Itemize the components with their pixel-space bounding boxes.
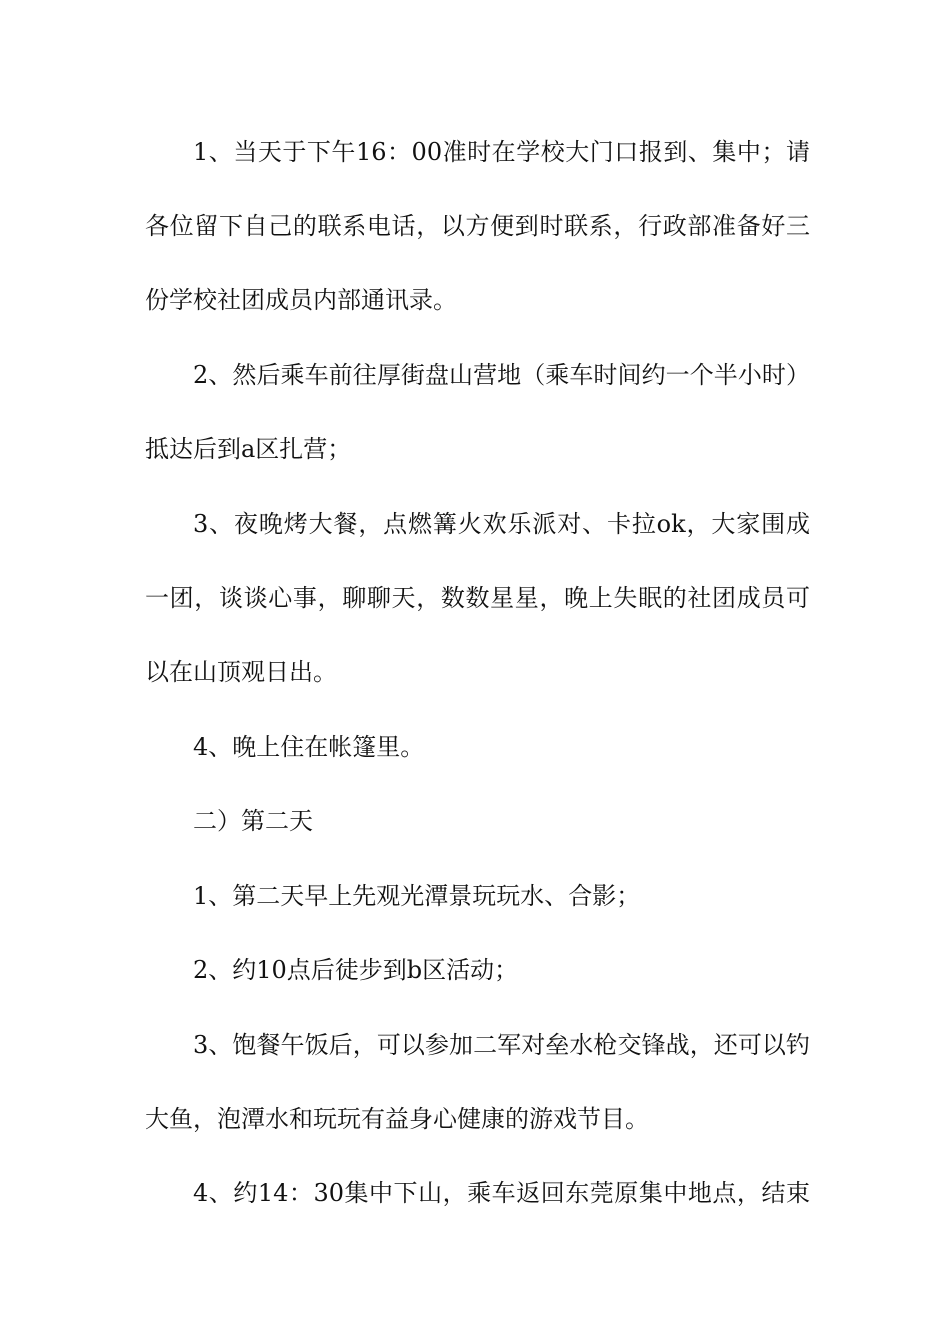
text-line: 一团，谈谈心事，聊聊天，数数星星，晚上失眠的社团成员可	[145, 584, 810, 612]
text-line: 3、饱餐午饭后，可以参加二军对垒水枪交锋战，还可以钓	[193, 1031, 810, 1059]
text-line: 以在山顶观日出。	[145, 658, 337, 686]
text-line: 大鱼，泡潭水和玩玩有益身心健康的游戏节目。	[145, 1105, 649, 1133]
text-line: 2、然后乘车前往厚街盘山营地（乘车时间约一个半小时）	[193, 361, 810, 389]
text-line: 各位留下自己的联系电话，以方便到时联系，行政部准备好三	[145, 212, 810, 240]
text-line: 4、晚上住在帐篷里。	[193, 733, 425, 761]
text-line: 4、约14：30集中下山，乘车返回东莞原集中地点，结束	[193, 1179, 810, 1207]
section-heading: 二）第二天	[193, 807, 313, 835]
text-line: 1、第二天早上先观光潭景玩玩水、合影；	[193, 882, 641, 910]
text-line: 1、当天于下午16：00准时在学校大门口报到、集中；请	[193, 138, 810, 166]
text-line: 抵达后到a区扎营；	[145, 435, 352, 463]
text-line: 3、夜晚烤大餐，点燃篝火欢乐派对、卡拉ok，大家围成	[193, 510, 810, 538]
text-line: 份学校社团成员内部通讯录。	[145, 286, 457, 314]
text-line: 2、约10点后徒步到b区活动；	[193, 956, 519, 984]
